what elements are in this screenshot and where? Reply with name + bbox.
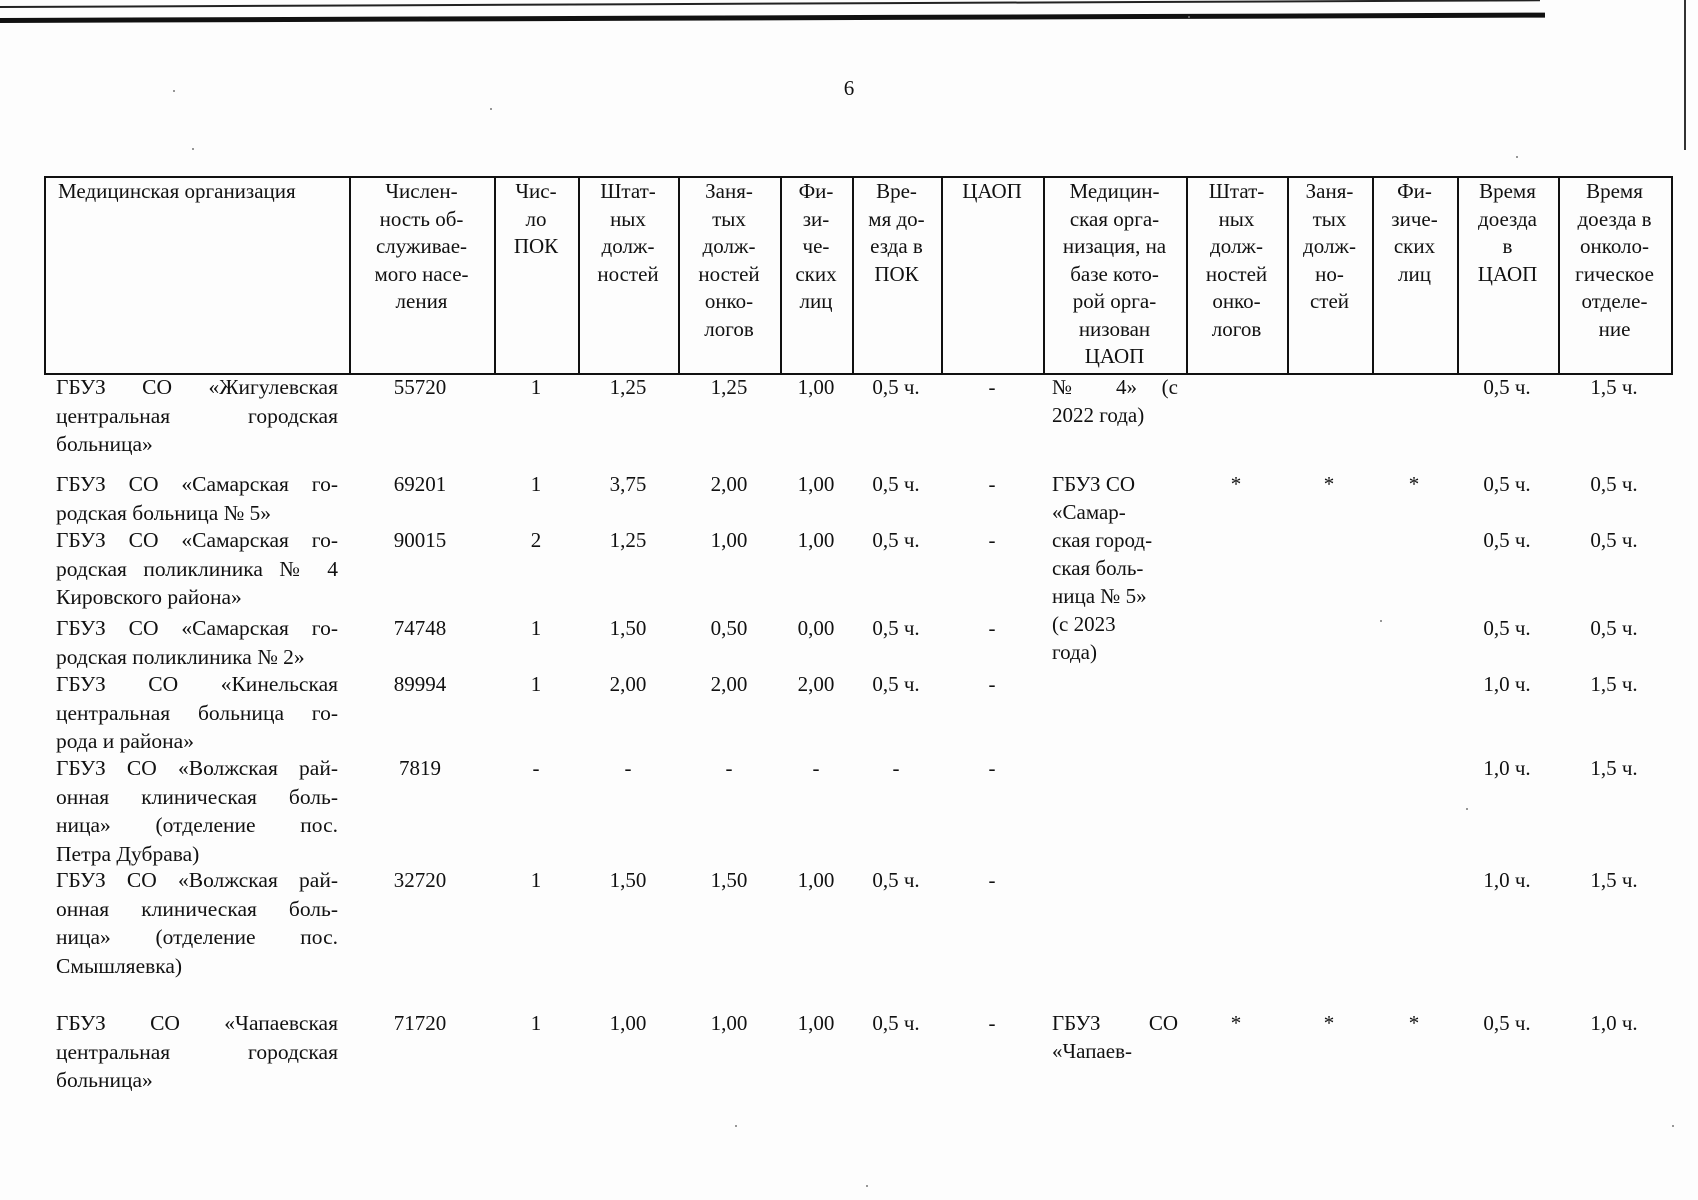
column-header-line: Вре- — [876, 179, 917, 203]
cell-s-phys: * — [1408, 472, 1420, 496]
organization-name — [56, 470, 338, 527]
column-header-line: Заня- — [705, 179, 753, 203]
column-header-line: долж- — [1303, 234, 1356, 258]
organization-name-line: ГБУЗ СО «Волжская рай- — [56, 868, 338, 892]
column-header-4 — [678, 178, 780, 343]
cell-time-pok: 0,5 ч. — [872, 1011, 920, 1035]
organization-name-line: Кировского района» — [56, 585, 242, 609]
column-header-9 — [1186, 178, 1287, 343]
caop-base-organization — [1052, 373, 1178, 429]
cell-pop: 69201 — [393, 472, 447, 496]
column-header-line: ских — [795, 261, 837, 286]
caop-base-organization-line: № 4» (с — [1052, 375, 1178, 399]
organization-name-line: Смышляевка) — [56, 953, 183, 978]
scan-speck — [1380, 620, 1382, 622]
cell-t-caop: 0,5 ч. — [1483, 375, 1531, 399]
cell-staff: 2,00 — [609, 672, 647, 696]
column-header-line: ло — [525, 206, 547, 231]
column-header-line: ностей — [698, 261, 760, 286]
cell-t-onc: 1,5 ч. — [1590, 868, 1638, 892]
column-header-line: ние — [1598, 316, 1631, 341]
column-header-line: долж- — [601, 234, 655, 258]
column-header-line: отделе- — [1581, 289, 1648, 313]
caop-base-organization-line: ница № 5» — [1052, 584, 1147, 608]
cell-t-caop: 1,0 ч. — [1483, 868, 1531, 892]
column-header-line: ных — [610, 206, 646, 231]
column-header-line: ПОК — [874, 261, 919, 286]
column-header-line: Чис- — [515, 179, 557, 203]
organization-name-line: ГБУЗ СО «Жигулевская — [56, 375, 338, 399]
cell-caop: - — [988, 472, 996, 496]
column-header-line: ления — [395, 289, 448, 313]
column-header-line: в — [1502, 234, 1513, 258]
column-header-line: зи- — [802, 206, 830, 231]
organization-name-line: родская поликлиника № 2» — [56, 644, 305, 669]
caop-base-organization-line: «Чапаев- — [1052, 1039, 1132, 1063]
column-header-11 — [1372, 178, 1457, 288]
organization-name-line: родская поликлиника № 4 — [56, 556, 338, 581]
column-header-line: Медицин- — [1069, 179, 1160, 203]
column-header-line: базе кото- — [1070, 261, 1159, 286]
scan-speck — [1466, 808, 1468, 810]
scan-speck — [1516, 156, 1518, 158]
column-header-line: ных — [1218, 206, 1255, 231]
cell-caop: - — [988, 375, 996, 399]
scan-speck — [735, 1125, 737, 1127]
organization-name-line: ГБУЗ СО «Волжская рай- — [56, 756, 338, 780]
cell-s-occ: * — [1323, 472, 1335, 496]
cell-t-onc: 1,5 ч. — [1590, 375, 1638, 399]
organization-name-line: ГБУЗ СО «Самарская го- — [56, 472, 338, 496]
cell-time-pok: 0,5 ч. — [872, 616, 920, 640]
cell-t-onc: 0,5 ч. — [1590, 472, 1638, 496]
column-header-line: доезда — [1478, 206, 1537, 231]
caop-base-organization-line: ГБУЗ СО — [1052, 472, 1135, 496]
organization-name-line: больница» — [56, 432, 153, 456]
cell-t-caop: 0,5 ч. — [1483, 1011, 1531, 1035]
cell-t-caop: 0,5 ч. — [1483, 528, 1531, 552]
cell-t-caop: 0,5 ч. — [1483, 472, 1531, 496]
caop-base-organization-line: ГБУЗ СО — [1052, 1011, 1178, 1035]
cell-staff: 1,25 — [609, 528, 647, 552]
column-header-10 — [1287, 178, 1372, 316]
column-header-7 — [941, 178, 1043, 206]
column-header-line: долж- — [1210, 234, 1263, 258]
scan-speck — [173, 90, 175, 92]
organization-name-line: ГБУЗ СО «Самарская го- — [56, 616, 338, 640]
page-number: 6 — [843, 76, 855, 100]
column-header-line: ЦАОП — [1477, 261, 1538, 286]
cell-s-staff: * — [1230, 472, 1242, 496]
column-header-line: ских — [1393, 234, 1436, 258]
cell-occ: - — [725, 756, 733, 780]
cell-pok: 1 — [530, 616, 542, 640]
cell-pok: 1 — [530, 375, 542, 399]
cell-staff: 1,50 — [609, 868, 647, 892]
cell-pok: 1 — [530, 672, 542, 696]
cell-staff: - — [624, 756, 632, 780]
cell-t-caop: 1,0 ч. — [1483, 672, 1531, 696]
cell-caop: - — [988, 868, 996, 892]
caop-base-organization — [1052, 470, 1178, 666]
cell-t-onc: 1,5 ч. — [1590, 672, 1638, 696]
cell-pop: 55720 — [393, 375, 447, 399]
column-header-line: ЦАОП — [962, 179, 1022, 203]
organization-name-line: ГБУЗ СО «Чапаевская — [56, 1011, 338, 1035]
cell-pop: 71720 — [393, 1011, 447, 1035]
column-header-line: ностей — [1205, 261, 1268, 286]
cell-s-occ: * — [1323, 1011, 1335, 1035]
column-header-line: лиц — [1398, 261, 1431, 286]
cell-pok: 2 — [530, 528, 542, 552]
cell-occ: 2,00 — [710, 472, 748, 496]
cell-pok: - — [532, 756, 540, 780]
cell-caop: - — [988, 756, 996, 780]
column-header-line: долж- — [702, 234, 756, 258]
cell-occ: 1,00 — [710, 1011, 748, 1035]
cell-phys: 1,00 — [797, 868, 835, 892]
column-header-8 — [1043, 178, 1186, 371]
column-header-12 — [1457, 178, 1558, 288]
column-header-line: езда в — [870, 234, 923, 258]
cell-pok: 1 — [530, 472, 542, 496]
scan-speck — [192, 148, 194, 150]
caop-base-organization-line: года) — [1052, 640, 1097, 664]
column-header-line: Штат- — [1208, 179, 1265, 203]
column-header-line: доезда в — [1577, 206, 1652, 231]
cell-pok: 1 — [530, 868, 542, 892]
cell-pok: 1 — [530, 1011, 542, 1035]
cell-pop: 89994 — [393, 672, 447, 696]
organization-name-line: центральная городская — [56, 403, 338, 428]
column-header-13 — [1558, 178, 1671, 343]
cell-t-onc: 1,0 ч. — [1590, 1011, 1638, 1035]
organization-name-line: онная клиническая боль- — [56, 784, 338, 809]
column-header-line: Фи- — [1397, 179, 1432, 203]
organization-name — [56, 526, 338, 612]
organization-name-line: онная клиническая боль- — [56, 896, 338, 921]
column-header-line: логов — [704, 316, 754, 341]
cell-occ: 2,00 — [710, 672, 748, 696]
cell-s-staff: * — [1230, 1011, 1242, 1035]
cell-time-pok: - — [892, 756, 900, 780]
organization-name — [56, 866, 338, 980]
organization-name-line: центральная городская — [56, 1039, 338, 1064]
column-divider — [941, 176, 943, 375]
scan-speck — [866, 1185, 868, 1187]
scan-speck — [1188, 16, 1190, 18]
column-header-line: низация, на — [1062, 234, 1167, 258]
column-header-line: ПОК — [513, 234, 559, 258]
column-header-line: мого насе- — [374, 261, 469, 286]
cell-phys: 2,00 — [797, 672, 835, 696]
organization-name-line: Петра Дубрава) — [56, 841, 200, 866]
cell-occ: 0,50 — [710, 616, 748, 640]
column-header-line: ность об- — [379, 206, 464, 231]
column-header-line: ностей — [597, 261, 659, 286]
column-header-0 — [46, 178, 349, 206]
cell-phys: 1,00 — [797, 528, 835, 552]
column-header-line: ская орга- — [1069, 206, 1160, 231]
cell-t-caop: 1,0 ч. — [1483, 756, 1531, 780]
organization-name-line: центральная больница го- — [56, 700, 338, 725]
cell-caop: - — [988, 528, 996, 552]
cell-time-pok: 0,5 ч. — [872, 528, 920, 552]
cell-staff: 1,25 — [609, 375, 647, 399]
organization-name — [56, 754, 338, 868]
organization-name — [56, 373, 338, 459]
cell-staff: 3,75 — [609, 472, 647, 496]
organization-name-line: ница» (отделение пос. — [56, 925, 338, 949]
column-header-line: тых — [712, 206, 746, 231]
cell-phys: 0,00 — [797, 616, 835, 640]
cell-caop: - — [988, 616, 996, 640]
column-header-line: Время — [1479, 179, 1536, 203]
cell-time-pok: 0,5 ч. — [872, 472, 920, 496]
column-header-line: Числен- — [385, 179, 458, 203]
column-header-line: стей — [1309, 289, 1350, 313]
caop-base-organization-line: ская боль- — [1052, 556, 1144, 580]
top-rule-thick — [0, 13, 1545, 23]
cell-s-phys: * — [1408, 1011, 1420, 1035]
column-header-line: логов — [1211, 316, 1262, 341]
cell-time-pok: 0,5 ч. — [872, 868, 920, 892]
cell-pop: 32720 — [393, 868, 447, 892]
column-header-line: онко- — [1212, 289, 1261, 313]
cell-t-onc: 1,5 ч. — [1590, 756, 1638, 780]
scan-speck — [490, 108, 492, 110]
organization-name-line: ница» (отделение пос. — [56, 813, 338, 837]
column-header-line: лиц — [799, 289, 833, 313]
cell-staff: 1,50 — [609, 616, 647, 640]
organization-name-line: родская больница № 5» — [56, 500, 272, 525]
column-header-1 — [349, 178, 494, 316]
cell-phys: 1,00 — [797, 375, 835, 399]
column-header-line: че- — [802, 234, 830, 258]
caop-base-organization-line: «Самар- — [1052, 500, 1126, 524]
column-header-line: гическое — [1575, 261, 1654, 286]
cell-occ: 1,25 — [710, 375, 748, 399]
caop-base-organization-line: 2022 года) — [1052, 403, 1145, 427]
organization-name — [56, 1009, 338, 1095]
cell-pop: 90015 — [393, 528, 447, 552]
cell-phys: 1,00 — [797, 1011, 835, 1035]
cell-t-onc: 0,5 ч. — [1590, 528, 1638, 552]
organization-name-line: ГБУЗ СО «Самарская го- — [56, 528, 338, 552]
organization-name-line: больница» — [56, 1068, 153, 1092]
column-header-line: низован — [1078, 316, 1151, 341]
top-rule — [0, 0, 1540, 8]
organization-name — [56, 670, 338, 756]
column-header-3 — [578, 178, 678, 288]
organization-name-line: рода и района» — [56, 729, 194, 753]
cell-occ: 1,50 — [710, 868, 748, 892]
cell-t-onc: 0,5 ч. — [1590, 616, 1638, 640]
cell-phys: - — [812, 756, 820, 780]
column-header-line: тых — [1312, 206, 1347, 231]
organization-name-line: ГБУЗ СО «Кинельская — [56, 672, 338, 696]
cell-caop: - — [988, 672, 996, 696]
organization-name — [56, 614, 338, 671]
column-header-line: рой орга- — [1072, 289, 1157, 313]
column-header-line: ЦАОП — [1084, 344, 1145, 368]
cell-pop: 7819 — [399, 756, 441, 780]
column-header-line: Медицинская организация — [58, 179, 296, 203]
column-header-line: онко- — [704, 289, 754, 313]
cell-time-pok: 0,5 ч. — [872, 375, 920, 399]
cell-caop: - — [988, 1011, 996, 1035]
column-header-line: зиче- — [1391, 206, 1438, 231]
column-header-line: онколо- — [1579, 234, 1650, 258]
column-header-line: Штат- — [600, 179, 656, 203]
cell-pop: 74748 — [393, 616, 447, 640]
column-header-5 — [780, 178, 852, 316]
cell-staff: 1,00 — [609, 1011, 647, 1035]
cell-phys: 1,00 — [797, 472, 835, 496]
cell-occ: 1,00 — [710, 528, 748, 552]
cell-time-pok: 0,5 ч. — [872, 672, 920, 696]
column-header-line: мя до- — [868, 206, 925, 231]
column-header-line: служивае- — [375, 234, 468, 258]
caop-base-organization-line: ская город- — [1052, 528, 1153, 552]
column-header-line: Фи- — [798, 179, 834, 203]
column-header-2 — [494, 178, 578, 261]
column-header-line: Заня- — [1305, 179, 1354, 203]
column-header-line: Время — [1586, 179, 1643, 203]
caop-base-organization-line: (с 2023 — [1052, 612, 1116, 636]
scan-speck — [1672, 1125, 1674, 1127]
caop-base-organization — [1052, 1009, 1178, 1065]
cell-t-caop: 0,5 ч. — [1483, 616, 1531, 640]
right-edge-line — [1684, 0, 1686, 150]
column-header-line: но- — [1315, 261, 1344, 286]
column-header-6 — [852, 178, 941, 288]
